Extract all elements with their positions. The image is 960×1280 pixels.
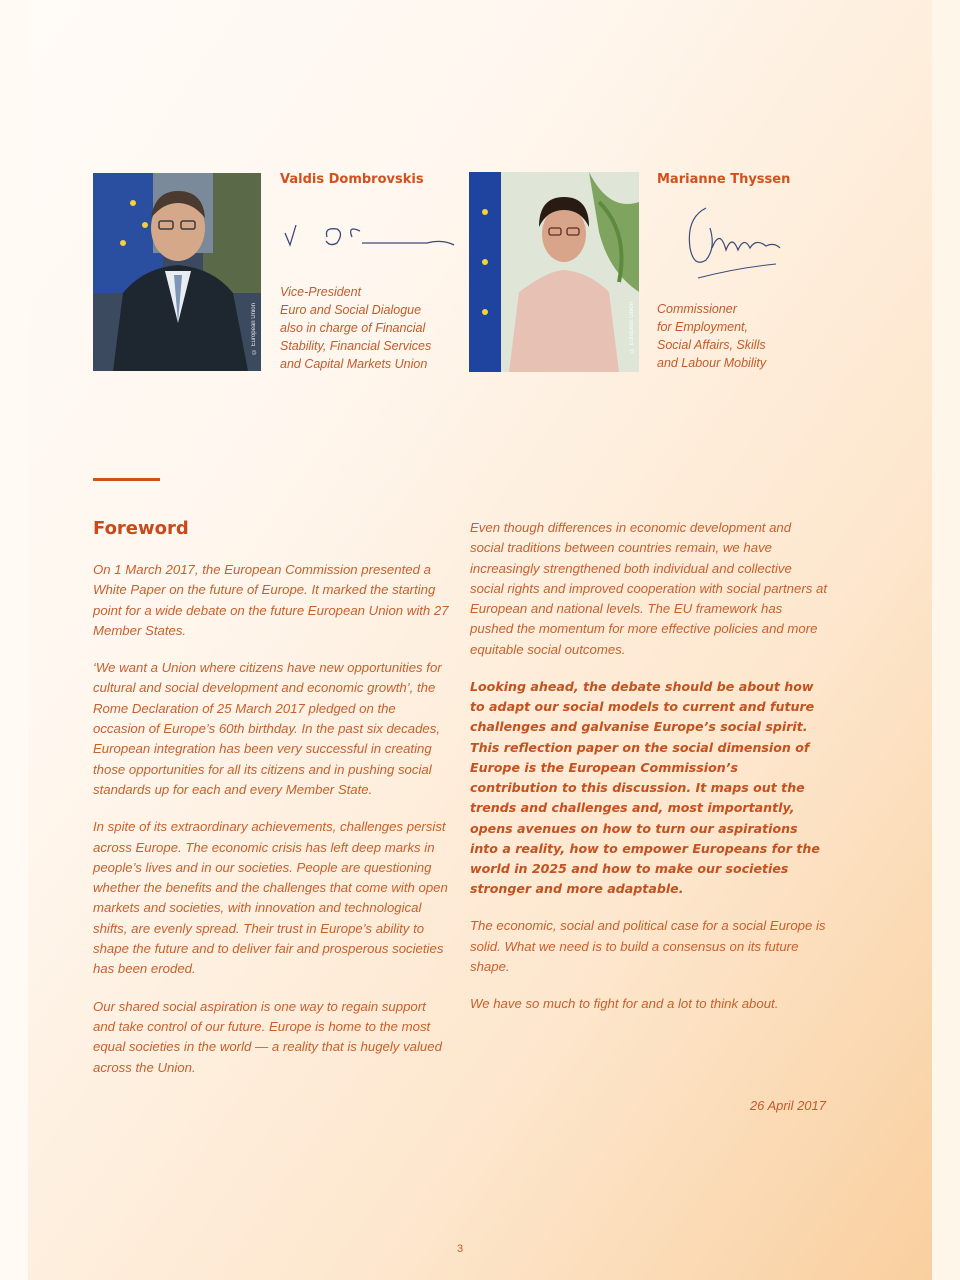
photo-credit: © European Union <box>251 303 257 355</box>
portrait-dombrovskis <box>93 173 261 371</box>
foreword-paragraph: In spite of its extraordinary achievements, challenges persist across Europe. The economic crisis has left deep marks in people’s lives and in our societies. People are questioning whether the benefits and the challenges that come with open markets and societies, with innovation and technological shifts, are evenly spread. Their trust in Europe’s ability to shape the future and to deliver fair and prosperous societies has been eroded. <box>93 819 448 977</box>
signature-thyssen <box>676 198 786 288</box>
foreword-left-column <box>93 560 449 1095</box>
person1-name: Valdis Dombrovskis <box>280 172 424 187</box>
foreword-date: 26 April 2017 <box>749 1098 826 1113</box>
foreword-paragraph: ‘We want a Union where citizens have new opportunities for cultural and social development and economic growth’, the Rome Declaration of 25 March 2017 pledged on the occasion of Europe’s 60th birthday. In the past six decades, European integration has been very successful in creating those opportunities for all its citizens and in pushing social standards up for each and every Member State. <box>93 660 442 797</box>
page-margin-right <box>932 0 960 1280</box>
person2-role: Commissioner for Employment, Social Affairs, Skills and Labour Mobility <box>657 302 767 370</box>
section-divider <box>93 478 160 481</box>
foreword-highlight-paragraph: Looking ahead, the debate should be about how to adapt our social models to current and future challenges and galvanise Europe’s social spirit. This reflection paper on the social dimension of Europe is the European Commission’s contribution to this discussion. It maps out the trends and challenges and, most importantly, opens avenues on how to turn our aspirations into a reality, how to empower Europeans for the world in 2025 and how to make our societies stronger and more adaptable. <box>470 679 820 897</box>
foreword-paragraph: Our shared social aspiration is one way to regain support and take control of our future. Europe is home to the most equal societies in the world — a reality that is hugely valued across the Union. <box>93 998 442 1075</box>
foreword-paragraph: The economic, social and political case for a social Europe is solid. What we need is to build a consensus on its future shape. <box>470 918 826 974</box>
person1-role: Vice-President Euro and Social Dialogue also in charge of Financial Stability, Financial Services and Capital Markets Union <box>280 285 432 371</box>
foreword-right-column <box>470 518 828 1032</box>
foreword-paragraph: On 1 March 2017, the European Commission presented a White Paper on the future of Europe. It marked the starting point for a wide debate on the future European Union with 27 Member States. <box>93 562 449 638</box>
signature-dombrovskis <box>282 215 457 255</box>
portrait-thyssen <box>469 172 639 372</box>
photo-credit: © European Union <box>629 302 635 354</box>
foreword-paragraph: Even though differences in economic development and social traditions between countries remain, we have increasingly strengthened both individual and collective social rights and improved cooperation with social partners at European and national levels. The EU framework has pushed the momentum for more effective policies and more equitable social outcomes. <box>470 520 827 657</box>
foreword-paragraph: We have so much to fight for and a lot to think about. <box>470 996 779 1012</box>
page-number: 3 <box>456 1243 464 1255</box>
page-margin-left <box>0 0 28 1280</box>
person2-name: Marianne Thyssen <box>657 172 791 187</box>
foreword-heading: Foreword <box>93 518 189 539</box>
